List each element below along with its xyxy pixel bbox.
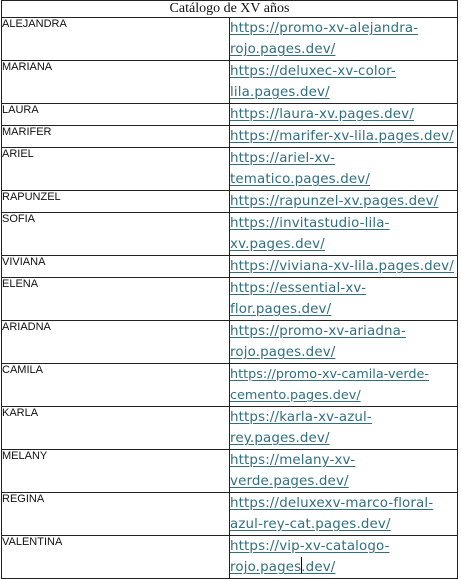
url-cell	[230, 104, 458, 126]
url-link[interactable]: https://karla-xv-azul-rey.pages.dev/	[230, 410, 372, 446]
url-cell	[230, 407, 458, 450]
url-link[interactable]: https://deluxexv-marco-floral-azul-rey-cat.pages.dev/	[230, 496, 434, 532]
url-cell	[230, 61, 458, 104]
url-link[interactable]: https://laura-xv.pages.dev/	[230, 107, 414, 122]
name-cell: SOFIA	[2, 213, 230, 256]
table-row	[2, 191, 458, 213]
table-row	[2, 450, 458, 493]
url-link[interactable]: https://deluxec-xv-color-lila.pages.dev/	[230, 64, 396, 100]
table-row	[2, 126, 458, 148]
url-cell	[230, 493, 458, 536]
table-row	[2, 18, 458, 61]
table-row	[2, 364, 458, 407]
url-cell	[230, 536, 458, 579]
name-cell: ARIEL	[2, 148, 230, 191]
name-cell: VALENTINA	[2, 536, 230, 579]
name-cell: CAMILA	[2, 364, 230, 407]
table-title: Catálogo de XV años	[2, 1, 458, 18]
url-cell	[230, 213, 458, 256]
url-link[interactable]: https://marifer-xv-lila.pages.dev/	[230, 129, 454, 144]
url-cell	[230, 450, 458, 493]
name-cell: RAPUNZEL	[2, 191, 230, 213]
name-cell: MARIANA	[2, 61, 230, 104]
url-cell	[230, 321, 458, 364]
table-row	[2, 493, 458, 536]
table-row	[2, 148, 458, 191]
name-cell: KARLA	[2, 407, 230, 450]
url-link[interactable]: https://promo-xv-ariadna-rojo.pages.dev/	[230, 324, 406, 360]
url-cell	[230, 278, 458, 321]
table-row	[2, 213, 458, 256]
url-cell	[230, 256, 458, 278]
url-cell	[230, 364, 458, 407]
table-row	[2, 321, 458, 364]
table-row	[2, 104, 458, 126]
table-row	[2, 61, 458, 104]
url-link[interactable]: https://promo-xv-camila-verde-cemento.pages.dev/	[230, 367, 430, 403]
url-link[interactable]: https://melany-xv-verde.pages.dev/	[230, 453, 356, 489]
name-cell: ARIADNA	[2, 321, 230, 364]
url-cell	[230, 148, 458, 191]
url-link-part: .dev/	[301, 560, 336, 575]
url-link-part: https://vip-xv-catalogo-rojo.pages	[230, 539, 390, 575]
table-row	[2, 407, 458, 450]
url-link[interactable]: https://invitastudio-lila-xv.pages.dev/	[230, 216, 390, 252]
name-cell: ALEJANDRA	[2, 18, 230, 61]
catalog-table	[1, 0, 458, 579]
url-link[interactable]: https://essential-xv-flor.pages.dev/	[230, 281, 367, 317]
url-link[interactable]: https://promo-xv-alejandra-rojo.pages.dev/	[230, 21, 419, 57]
url-link[interactable]: https://viviana-xv-lila.pages.dev/	[230, 259, 454, 274]
name-cell: LAURA	[2, 104, 230, 126]
table-header-row	[2, 1, 458, 18]
name-cell: REGINA	[2, 493, 230, 536]
name-cell: MELANY	[2, 450, 230, 493]
table-row	[2, 278, 458, 321]
url-link[interactable]: https://ariel-xv-tematico.pages.dev/	[230, 151, 370, 187]
url-cell	[230, 18, 458, 61]
url-link[interactable]	[230, 539, 390, 575]
table-row	[2, 256, 458, 278]
name-cell: ELENA	[2, 278, 230, 321]
url-link[interactable]: https://rapunzel-xv.pages.dev/	[230, 194, 439, 209]
name-cell: MARIFER	[2, 126, 230, 148]
table-row	[2, 536, 458, 579]
url-cell	[230, 126, 458, 148]
name-cell: VIVIANA	[2, 256, 230, 278]
url-cell	[230, 191, 458, 213]
